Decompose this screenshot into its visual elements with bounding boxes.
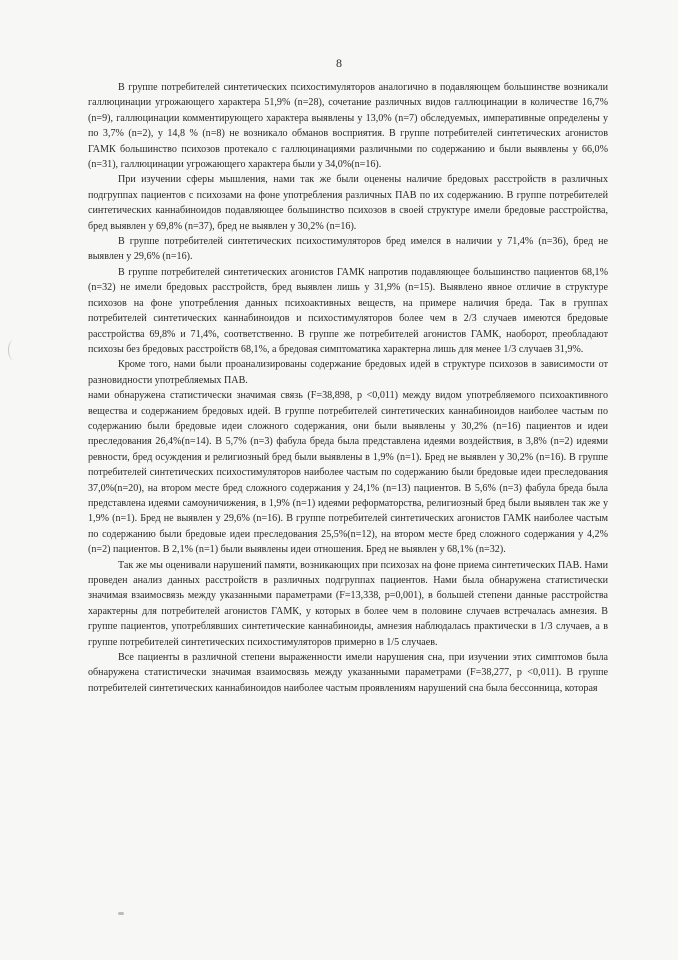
paragraph-1: В группе потребителей синтетических психостимуляторов аналогично в подавляющем большинстве возникали галлюцинации угрожающего характера 51,9% (n=28), сочетание различных видов галлюцинации в количестве 16,7% (n=9), галлюцинации комментирующего характера выявлены у 13,0% (n=7) обследуемых, императивные определены у по 3,7% (n=2), у 14,8 % (n=8) не возникало обманов восприятия. В группе потребителей синтетических агонистов ГАМК большинство психозов протекало с галлюцинациями различными по содержанию и были выявлены у 66,0% (n=31), галлюцинации угрожающего характера были у 34,0%(n=16). <box>88 82 608 171</box>
paragraph-4: В группе потребителей синтетических агонистов ГАМК напротив подавляющее большинство пациентов 68,1% (n=32) не имели бредовых расстройств, бред выявлен лишь у 31,9% (n=15). Выявлено явное отличие в структуре психозов на фоне употребления данных психоактивных веществ, на примере наличия бреда. Так в группах потребителей синтетических каннабиноидов и психостимуляторов более чем в 2/3 случаев имеются бредовые расстройства 69,8% и 71,4%, соответственно. В группе же потребителей агонистов ГАМК, наоборот, преобладают психозы без бредовых расстройств 68,1%, а бредовая симптоматика характерна лишь для менее 1/3 случаев 31,9%. <box>88 266 608 355</box>
body-text <box>88 80 608 696</box>
paragraph-6: нами обнаружена статистически значимая связь (F=38,898, p <0,011) между видом употребляемого психоактивного вещества и содержанием бредовых идей. В группе потребителей синтетических каннабиноидов наиболее частым по содержанию были бредовые идеи сложного содержания, они были выявлены у 30,2% (n=16) пациентов и идеи преследования 26,4%(n=14). В 5,7% (n=3) фабула бреда была представлена идеями воздействия, в 3,8% (n=2) идеями ревности, бред осуждения и религиозный бред были выявлены в 1,9% (n=1). Бред не выявлен у 30,2% (n=16). В группе потребителей синтетических психостимуляторов наиболее частым по содержанию были бредовые идеи преследования 37,0%(n=20), на втором месте бред сложного содержания у 24,1% (n=13) пациентов. В 5,6% (n=3) фабула бреда была представлена идеями самоуничижения, в 1,9% (n=1) идеями реформаторства, религиозный бред были выявлен так же у 1,9% (n=1). Бред не выявлен у 29,6% (n=16). В группе потребителей синтетических агонистов ГАМК наиболее частым по содержанию были бредовые идеи преследования 25,5%(n=12), на втором месте бред сложного содержания у 4,2% (n=2) пациентов. В 2,1% (n=1) были выявлены идеи отношения. Бред не выявлен у 68,1% (n=32). <box>88 390 608 556</box>
paragraph-5: Кроме того, нами были проанализированы содержание бредовых идей в структуре психозов в зависимости от разновидности употребляемых ПАВ. <box>88 359 608 386</box>
paragraph-2: При изучении сферы мышления, нами так же были оценены наличие бредовых расстройств в различных подгруппах пациентов с психозами на фоне употребления различных ПАВ по их содержанию. В группе потребителей синтетических каннабиноидов подавляющее большинство психозов в своей структуре имели бредовые расстройства, бред выявлен у 69,8% (n=37), бред не выявлен у 30,2% (n=16). <box>88 174 608 232</box>
paragraph-7: Так же мы оценивали нарушений памяти, возникающих при психозах на фоне приема синтетических ПАВ. Нами проведен анализ данных расстройств в различных подгруппах пациентов. Нами была обнаружена статистически значимая взаимосвязь между указанными параметрами (F=13,338, p=0,001), в большей степени данные расстройства характерны для потребителей агонистов ГАМК, у которых в более чем в половине случаев встречалась амнезия. В группе пациентов, употреблявших синтетические каннабиноиды, амнезия наблюдалась практически в 1/3 случаев, а в группе потребителей синтетических психостимуляторов примерно в 1/5 случаев. <box>88 559 608 648</box>
paragraph-3: В группе потребителей синтетических психостимуляторов бред имелся в наличии у 71,4% (n=36), бред не выявлен у 29,6% (n=16). <box>88 236 608 263</box>
page-number: 8 <box>336 56 342 70</box>
scan-speck-mark <box>118 912 124 915</box>
paragraph-8: Все пациенты в различной степени выраженности имели нарушения сна, при изучении этих симптомов была обнаружена статистически значимая взаимосвязь между указанными параметрами (F=38,277, p <0,011). В группе потребителей синтетических каннабиноидов наиболее частым проявлениям нарушений сна была бессонница, которая <box>88 652 608 694</box>
scan-hole-mark <box>8 340 19 360</box>
